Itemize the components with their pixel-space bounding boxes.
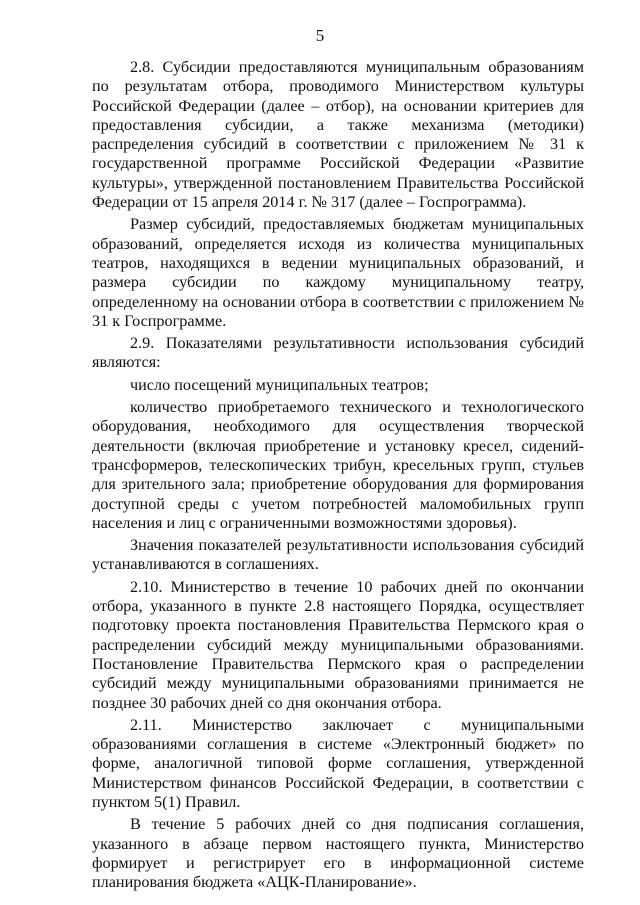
paragraph-2-8: 2.8. Субсидии предоставляются муниципальным образованиям по результатам отбора, проводимого Министерством культуры Российской Федерации (далее – отбор), на основании критериев для предоставления субсидии, а также механизма (методики) распределения субсидий в соответствии с приложением № 31 к государственной программе Российской Федерации «Развитие культуры», утвержденной постановлением Правительства Российской Федерации от 15 апреля 2014 г. № 317 (далее – Госпрограмма). xyxy=(92,58,584,212)
paragraph-2-9: 2.9. Показателями результативности использования субсидий являются: xyxy=(92,334,584,372)
page-number: 5 xyxy=(315,26,325,45)
paragraph-2-11: 2.11. Министерство заключает с муниципальными образованиями соглашения в системе «Электронный бюджет» по форме, аналогичной типовой форме соглашения, утвержденной Министерством финансов Российской Федерации, в соответствии с пунктом 5(1) Правил. xyxy=(92,715,584,811)
paragraph-subsidy-size: Размер субсидий, предоставляемых бюджетам муниципальных образований, определяется исходя из количества муниципальных театров, находящихся в ведении муниципальных образований, и размера субсидии по каждому муниципальному театру, определенному на основании отбора в соответствии с приложением № 31 к Госпрограмме. xyxy=(92,215,584,330)
document-body xyxy=(92,58,584,892)
paragraph-indicator-equipment: количество приобретаемого технического и технологического оборудования, необходимого для осуществления творческой деятельности (включая приобретение и установку кресел, сидений-трансформеров, телескопических трибун, кресельных групп, стульев для зрительного зала; приобретение оборудования для формирования доступной среды с учетом потребностей маломобильных групп населения и лиц с ограниченными возможностями здоровья). xyxy=(92,398,584,532)
paragraph-registration: В течение 5 рабочих дней со дня подписания соглашения, указанного в абзаце первом настоящего пункта, Министерство формирует и регистрирует его в информационной системе планирования бюджета «АЦК-Планирование». xyxy=(92,815,584,892)
paragraph-2-10: 2.10. Министерство в течение 10 рабочих дней по окончании отбора, указанного в пункте 2.8 настоящего Порядка, осуществляет подготовку проекта постановления Правительства Пермского края о распределении субсидий между муниципальными образованиями. Постановление Правительства Пермского края о распределении субсидий между муниципальными образованиями принимается не позднее 30 рабочих дней со дня окончания отбора. xyxy=(92,577,584,712)
paragraph-indicator-values: Значения показателей результативности использования субсидий устанавливаются в соглашениях. xyxy=(92,536,584,574)
paragraph-indicator-visits: число посещений муниципальных театров; xyxy=(130,375,429,394)
